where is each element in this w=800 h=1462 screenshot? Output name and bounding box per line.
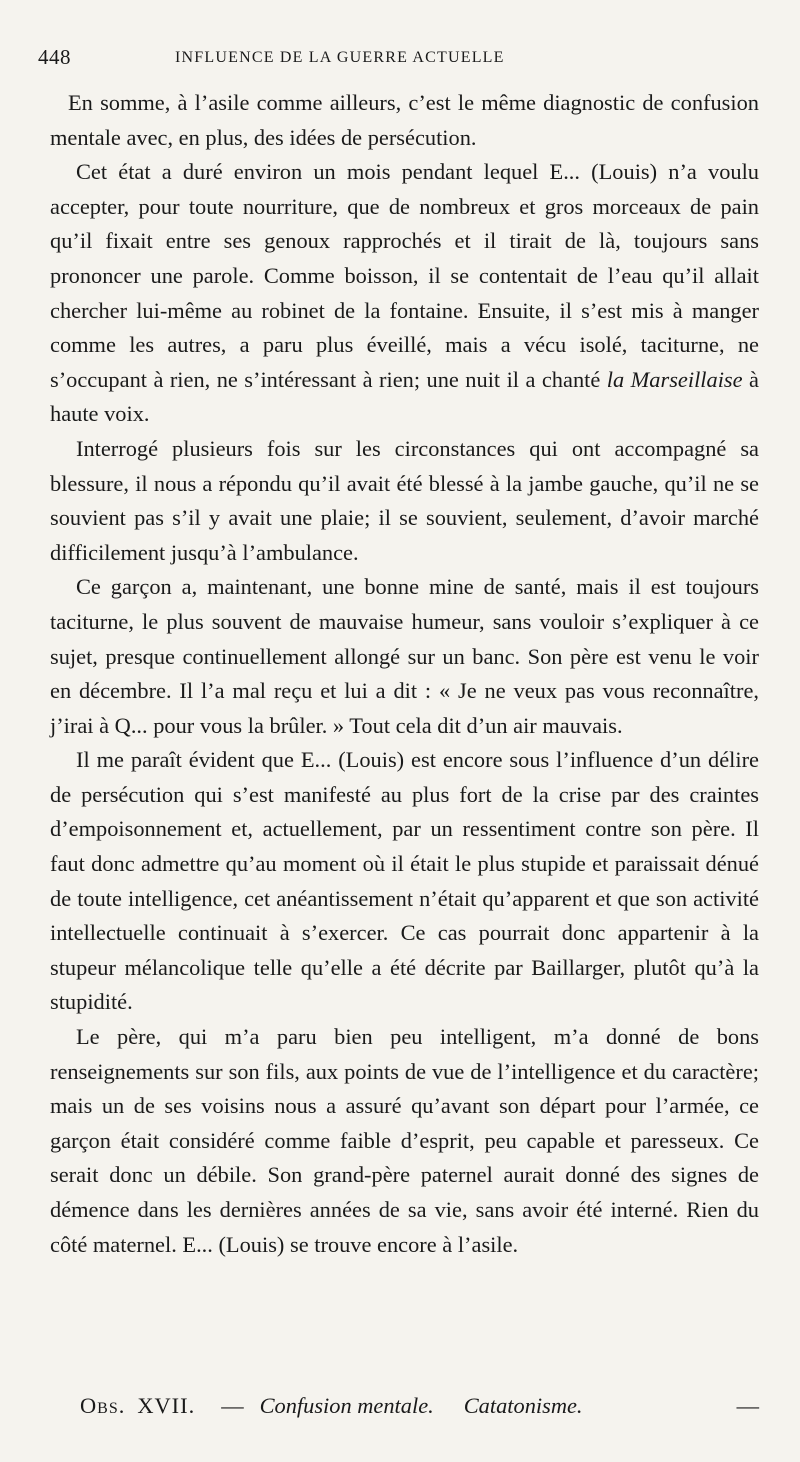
running-head [38,44,758,70]
observation-dash: — [221,1393,244,1418]
paragraph-behaviour-text: Cet état a duré environ un mois pendant lequel E... (Louis) n’a voulu accepter, pour toute nourriture, que de nombreux et gros morceaux de pain qu’il fixait entre ses genoux rapprochés et il tirait de là, toujours sans prononcer une parole. Comme boisson, il se contentait de l’eau qu’il allait chercher lui-même au robinet de la fontaine. Ensuite, il s’est mis à manger comme les autres, a paru plus éveillé, mais a vécu isolé, taciturne, ne s’occupant à rien, ne s’intéressant à rien; une nuit il a chanté [50,159,759,392]
page-number: 448 [38,45,71,69]
observation-label: Obs. [80,1393,126,1418]
observation-number: XVII. [137,1393,196,1418]
running-title: INFLUENCE DE LA GUERRE ACTUELLE [175,49,505,66]
paragraph-family-history: Le père, qui m’a paru bien peu intelligent, m’a donné de bons renseignements sur son fils, aux points de vue de l’intelligence et du caractère; mais un de ses voisins nous a assuré qu’avant son départ pour l’armée, ce garçon était considéré comme faible d’esprit, peu capable et paresseux. Ce serait donc un débile. Son grand-père paternel aurait donné des signes de démence dans les dernières années de sa vie, sans avoir été interné. Rien du côté maternel. E... (Louis) se trouve encore à l’asile. [50,1024,759,1257]
observation-title-catatonism: Catatonisme. [463,1393,583,1418]
paragraph-interpretation: Il me paraît évident que E... (Louis) est encore sous l’influence d’un délire de persécution qui s’est manifesté au plus fort de la crise par des craintes d’empoisonnement et, actuellement, par un ressentiment contre son père. Il faut donc admettre qu’au moment où il était le plus stupide et paraissait dénué de toute intelligence, cet anéantissement n’était qu’apparent et que son activité intellectuelle continuait à s’exercer. Ce cas pourrait donc appartenir à la stupeur mélancolique telle qu’elle a été décrite par Baillarger, plutôt qu’à la stupidité. [50,747,759,1015]
paragraph-diagnostic: En somme, à l’asile comme ailleurs, c’est le même diagnostic de confusion mentale avec, en plus, des idées de persécution. [50,90,759,150]
song-title: la Marseillaise [606,366,743,392]
observation-trailing-dash: — [736,1393,759,1418]
body-text [50,86,759,1262]
paragraph-interrogation: Interrogé plusieurs fois sur les circonstances qui ont accompagné sa blessure, il nous a répondu qu’il avait été blessé à la jambe gauche, qu’il ne se souvient pas s’il y avait une plaie; il se souvient, seulement, d’avoir marché difficilement jusqu’à l’ambulance. [50,435,759,565]
paragraph-behaviour [50,155,759,432]
observation-heading [80,1391,759,1421]
paragraph-behaviour-tail: à haute voix. [50,366,759,427]
paragraph-current-state: Ce garçon a, maintenant, une bonne mine de santé, mais il est toujours taciturne, le plus souvent de mauvaise humeur, sans vouloir s’expliquer à ce sujet, presque continuellement allongé sur un banc. Son père est venu le voir en décembre. Il l’a mal reçu et lui a dit : « Je ne veux pas vous reconnaître, j’irai à Q... pour vous la brûler. » Tout cela dit d’un air mauvais. [50,574,759,738]
observation-title-confusion: Confusion mentale. [259,1393,434,1418]
